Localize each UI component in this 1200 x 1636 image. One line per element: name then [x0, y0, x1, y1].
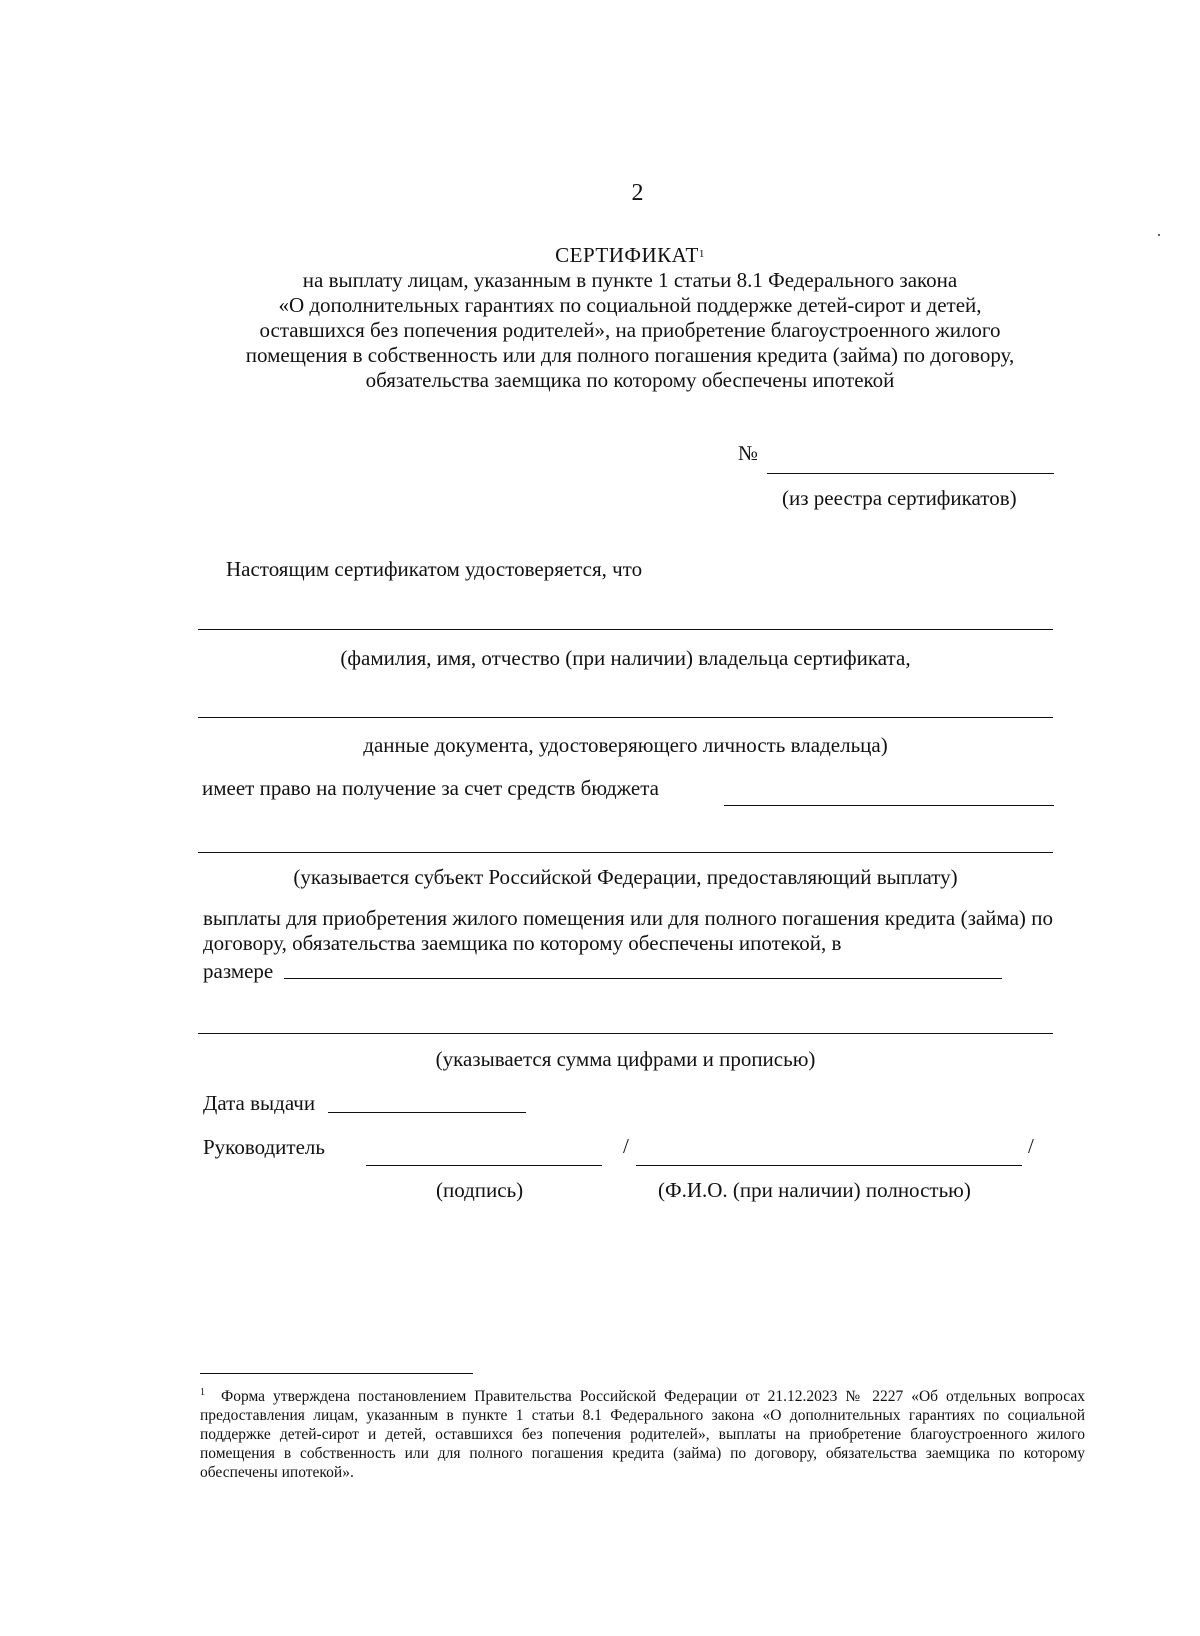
subject-caption: (указывается субъект Российской Федерации, предоставляющий выплату): [293, 865, 958, 889]
budget-field[interactable]: [724, 805, 1054, 806]
footnote-separator: [200, 1373, 473, 1374]
head-label: Руководитель: [203, 1135, 325, 1159]
amount-words-field[interactable]: [198, 1033, 1053, 1034]
footnote-text: Форма утверждена постановлением Правительства Российской Федерации от 21.12.2023 № 2227 «Об отдельных вопросах предоставления лицам, указанным в пункте 1 статьи 8.1 Федерального закона «О дополнительных гарантиях по социальной поддержке детей-сирот и детей, оставшихся без попечения родителей», выплаты на приобретение благоустроенного жилого помещения в собственность или для полного погашения кредита (займа) по договору, обязательства заемщика по которому обеспечены ипотекой».: [200, 1388, 1085, 1482]
owner-document-field[interactable]: [198, 717, 1053, 718]
right-text: имеет право на получение за счет средств бюджета: [202, 776, 659, 800]
subtitle-line: оставшихся без попечения родителей», на приобретение благоустроенного жилого: [259, 318, 1001, 342]
footnote: [200, 1383, 1085, 1482]
certificate-title: [190, 243, 1070, 268]
issue-date-field[interactable]: [328, 1112, 526, 1113]
payment-paragraph: [203, 906, 1053, 956]
amount-field[interactable]: [284, 978, 1002, 979]
title-footnote-marker: 1: [698, 248, 705, 260]
signature-caption: (подпись): [436, 1178, 524, 1202]
page-number: 2: [631, 180, 644, 206]
owner-name-field[interactable]: [198, 629, 1053, 630]
footnote-marker: 1: [200, 1387, 205, 1398]
issue-date-label: Дата выдачи: [203, 1091, 316, 1115]
fio-field[interactable]: [636, 1165, 1022, 1166]
subtitle-line: помещения в собственность или для полного погашения кредита (займа) по договору,: [245, 343, 1015, 367]
amount-caption: (указывается сумма цифрами и прописью): [435, 1047, 816, 1071]
payment-text: выплаты для приобретения жилого помещения или для полного погашения кредита (займа) по договору, обязательства заемщика по которому обеспечены ипотекой, в: [203, 906, 1053, 955]
payment-text-last: размере: [203, 959, 274, 983]
subtitle-line: «О дополнительных гарантиях по социальной поддержке детей-сирот и детей,: [278, 293, 982, 317]
subtitle-line: на выплату лицам, указанным в пункте 1 статьи 8.1 Федерального закона: [302, 268, 958, 292]
separator-slash: /: [623, 1134, 629, 1158]
certificate-number-field[interactable]: [767, 473, 1054, 474]
title-text: СЕРТИФИКАТ: [555, 243, 699, 267]
scan-speck: [1158, 234, 1160, 236]
intro-text: Настоящим сертификатом удостоверяется, что: [226, 557, 643, 581]
certificate-number-label: №: [738, 441, 759, 465]
signature-field[interactable]: [366, 1165, 602, 1166]
certificate-number-caption: (из реестра сертификатов): [782, 486, 1017, 510]
owner-caption-2: данные документа, удостоверяющего личность владельца): [363, 733, 888, 757]
subject-field[interactable]: [198, 852, 1053, 853]
certificate-header: [190, 243, 1070, 393]
separator-slash: /: [1028, 1134, 1034, 1158]
fio-caption: (Ф.И.О. (при наличии) полностью): [658, 1178, 971, 1202]
owner-caption-1: (фамилия, имя, отчество (при наличии) владельца сертификата,: [340, 646, 911, 670]
subtitle-line: обязательства заемщика по которому обеспечены ипотекой: [365, 368, 895, 392]
